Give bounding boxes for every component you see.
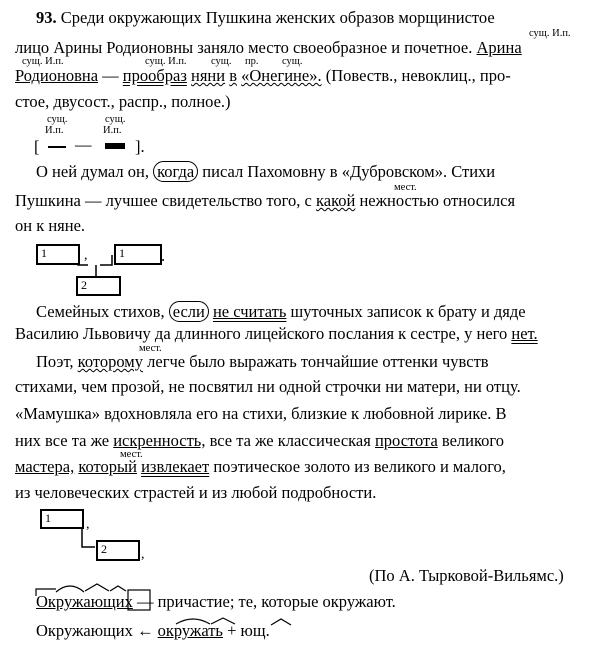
para4-line3: «Мамушка» вдохновляла его на стихи, близкие к любовной лирике. В: [15, 404, 507, 423]
exercise-number: 93.: [36, 8, 57, 27]
predicate-izvlekaet: извлекает: [141, 457, 210, 476]
scheme1-close-bracket: ].: [135, 137, 145, 156]
scheme3-box-main: 1: [40, 509, 84, 529]
conjunction-esli: если: [169, 301, 209, 322]
para1-line1: 93. Среди окружающих Пушкина женских образов морщинистое: [36, 8, 495, 27]
annotation-rodionovna: сущ. И.п.: [22, 56, 64, 67]
scheme2-box-main-part2: 1: [114, 244, 162, 265]
scheme1-ann3: сущ.: [105, 114, 126, 125]
subject-rodionovna: Родионовна: [15, 66, 99, 85]
scheme3-comma2: ,: [141, 547, 145, 562]
scheme1-open-bracket: [: [34, 137, 40, 156]
predicate-ne-schitat: не считать: [212, 302, 287, 321]
predicate-net: нет.: [511, 324, 538, 343]
scheme3-comma1: ,: [86, 517, 90, 532]
annotation-arina: сущ. И.п.: [529, 28, 571, 39]
word-kotoromu: которому: [77, 352, 144, 371]
analysis-line2: Окружающих ← окружать + ющ.: [36, 621, 270, 640]
suffix-yushch: ющ.: [240, 621, 270, 640]
predicate-proobraz: прообраз: [122, 66, 187, 85]
scheme1-ann4: И.п.: [103, 125, 122, 136]
annotation-proobraz: сущ. И.п.: [145, 56, 187, 67]
scheme1-ann2: И.п.: [45, 125, 64, 136]
word-kakoy: какой: [315, 191, 356, 210]
para4-line1: Поэт, которому легче было выражать тончайшие оттенки чувств: [36, 352, 489, 371]
annotation-kotoromu: мест.: [139, 343, 162, 354]
annotation-onegin: сущ.: [282, 56, 303, 67]
annotation-v: пр.: [245, 56, 259, 67]
scheme1-dash: —: [75, 135, 92, 154]
para3-line1: Семейных стихов, если не считать шуточных записок к брату и дяде: [36, 302, 526, 321]
para3-line2: Василию Львовичу да длинного лицейского послания к сестре, у него нет.: [15, 324, 538, 343]
analyzed-word: Окружающих: [36, 592, 133, 611]
para1-line2: лицо Арины Родионовны заняло место своеобразное и почетное. Арина: [15, 38, 522, 57]
scheme1-ann1: сущ.: [47, 114, 68, 125]
scheme3-box-subordinate: 2: [96, 540, 140, 561]
subject-prostota: простота: [374, 431, 438, 450]
scheme2-box-subordinate: 2: [76, 276, 121, 296]
para4-line5: мастера, который извлекает поэтическое золото из великого и малого,: [15, 457, 506, 476]
para1-line3: Родионовна — прообраз няни в «Онегине». (Повеств., невоклиц., про-: [15, 66, 511, 85]
scheme2-box-main-part1: 1: [36, 244, 80, 265]
subject-arina: Арина: [476, 38, 522, 57]
annotation-kotoryi: мест.: [120, 449, 143, 460]
annotation-kakoy: мест.: [394, 182, 417, 193]
annotation-nyani: сущ.: [211, 56, 232, 67]
para4-line2: стихами, чем прозой, не посвятил ни одной строчки ни матери, ни отцу.: [15, 377, 521, 396]
para4-line6: из человеческих страстей и из любой подробности.: [15, 483, 377, 502]
para2-line2: Пушкина — лучшее свидетельство того, с какой нежностью относился: [15, 191, 516, 210]
para2-line3: он к няне.: [15, 216, 86, 235]
source-attribution: (По А. Тырковой-Вильямс.): [369, 566, 564, 585]
analysis-line1: Окружающих — причастие; те, которые окружают.: [36, 592, 396, 611]
scheme2-period: .: [161, 246, 166, 265]
para1-line4: стое, двусост., распр., полное.): [15, 92, 231, 111]
subject-iskrennost: искренность,: [113, 431, 206, 450]
subject-kotoryi: который: [78, 457, 137, 476]
base-verb-okruzhat: окружать: [157, 621, 223, 640]
conjunction-kogda: когда: [153, 161, 198, 182]
scheme2-comma: ,: [84, 248, 88, 263]
para4-line4: них все та же искренность, все та же классическая простота великого: [15, 431, 505, 450]
para2-line1: О ней думал он, когда писал Пахомовну в «Дубровском». Стихи: [36, 162, 496, 181]
